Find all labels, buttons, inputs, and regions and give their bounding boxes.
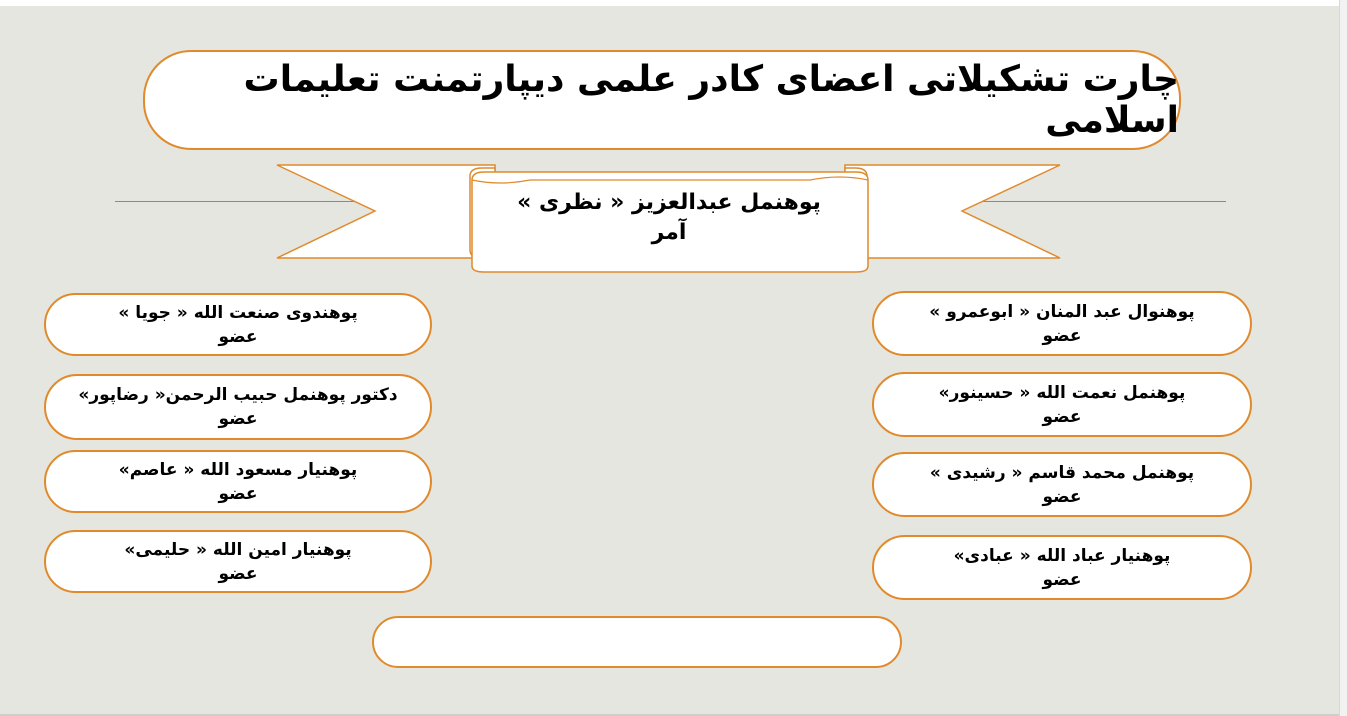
member-role: عضو (218, 409, 258, 429)
chart-title: چارت تشکیلاتی اعضای کادر علمی دیپارتمنت تعلیمات اسلامی (243, 59, 1179, 141)
head-label (480, 188, 858, 248)
member-role: عضو (1042, 325, 1082, 346)
member-role: عضو (218, 326, 258, 347)
member-box-left-2 (44, 374, 432, 440)
member-name: پوهنیار عباد الله « عبادی» (953, 545, 1171, 566)
member-name: پوهنمل محمد قاسم « رشیدی » (929, 462, 1195, 483)
member-box-right-4 (872, 535, 1252, 600)
ribbon-right-tail (845, 165, 1060, 258)
member-role: عضو (1042, 486, 1082, 507)
member-role: عضو (218, 483, 258, 504)
empty-member-box (372, 616, 902, 668)
member-box-right-3 (872, 452, 1252, 517)
member-name: دکتور پوهنمل حبیب الرحمن« رضاپور» (78, 385, 398, 405)
member-name: پوهنمل نعمت الله « حسینور» (938, 382, 1186, 403)
member-role: عضو (218, 563, 258, 584)
member-name: پوهنیار مسعود الله « عاصم» (118, 459, 358, 480)
member-role: عضو (1042, 569, 1082, 590)
member-box-left-3 (44, 450, 432, 513)
member-name: پوهندوی صنعت الله « جویا » (118, 302, 358, 323)
member-box-left-4 (44, 530, 432, 593)
member-name: پوهنیار امین الله « حلیمی» (124, 539, 352, 560)
member-box-right-1 (872, 291, 1252, 356)
head-name: پوهنمل عبدالعزیز « نظری » (517, 190, 821, 215)
ribbon-left-tail (277, 165, 495, 258)
member-box-right-2 (872, 372, 1252, 437)
member-name: پوهنوال عبد المنان « ابوعمرو » (929, 301, 1195, 322)
head-role: آمر (651, 220, 687, 245)
member-role: عضو (1042, 406, 1082, 427)
member-box-left-1 (44, 293, 432, 356)
